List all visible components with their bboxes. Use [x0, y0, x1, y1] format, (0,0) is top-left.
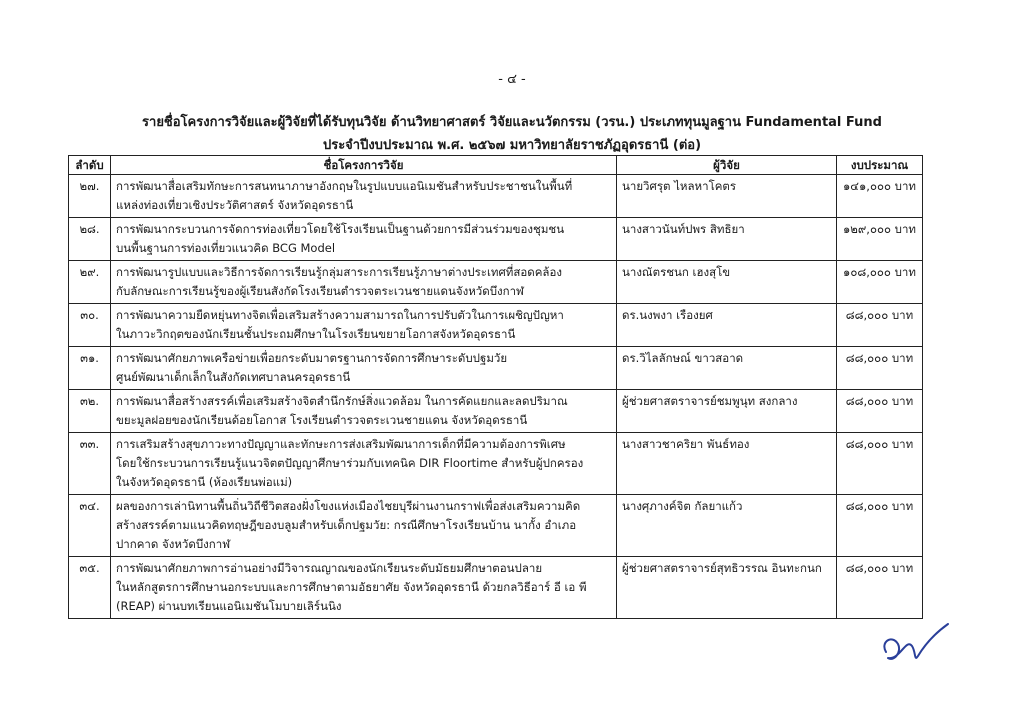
project-title-line: การพัฒนาความยืดหยุ่นทางจิตเพื่อเสริมสร้างความสามารถในการปรับตัวในการเผชิญปัญหา	[116, 308, 564, 322]
researcher-name: นางศุภางค์จิต กัลยาแก้ว	[617, 495, 837, 557]
row-number: ๓๑.	[69, 347, 111, 390]
project-title-line: สร้างสรรค์ตามแนวคิดทฤษฎีของบลูมสำหรับเด็กปฐมวัย: กรณีศึกษาโรงเรียนบ้าน นากั้ง อำเภอ	[116, 518, 577, 532]
header-researcher: ผู้วิจัย	[617, 156, 837, 175]
researcher-name: นางณัตรชนก เฮงสุโข	[617, 261, 837, 304]
project-title-line: แหล่งท่องเที่ยวเชิงประวัติศาสตร์ จังหวัดอุดรธานี	[116, 198, 354, 212]
project-title-line: ขยะมูลฝอยของนักเรียนด้อยโอกาส โรงเรียนตำรวจตระเวนชายแดน จังหวัดอุดรธานี	[116, 413, 528, 427]
project-title-line: บนพื้นฐานการท่องเที่ยวแนวคิด BCG Model	[116, 241, 336, 255]
header-budget: งบประมาณ	[837, 156, 923, 175]
researcher-name: นางสาวชาคริยา พันธ์ทอง	[617, 433, 837, 495]
header-no: ลำดับ	[69, 156, 111, 175]
researcher-name: นางสาวนันท์ปพร สิทธิยา	[617, 218, 837, 261]
table-row	[69, 433, 923, 495]
researcher-name: ดร.วิไลลักษณ์ ขาวสอาด	[617, 347, 837, 390]
budget-amount: ๑๒๙,๐๐๐ บาท	[837, 218, 923, 261]
project-title-line: กับลักษณะการเรียนรู้ของผู้เรียนสังกัดโรงเรียนตำรวจตระเวนชายแดนจังหวัดบึงกาฬ	[116, 284, 524, 298]
project-title	[111, 433, 617, 495]
row-number: ๓๐.	[69, 304, 111, 347]
project-title	[111, 304, 617, 347]
project-title	[111, 347, 617, 390]
research-projects-table	[68, 155, 923, 619]
header-project: ชื่อโครงการวิจัย	[111, 156, 617, 175]
row-number: ๓๓.	[69, 433, 111, 495]
budget-amount: ๑๐๘,๐๐๐ บาท	[837, 261, 923, 304]
budget-amount: ๘๘,๐๐๐ บาท	[837, 304, 923, 347]
project-title-line: ศูนย์พัฒนาเด็กเล็กในสังกัดเทศบาลนครอุดรธานี	[116, 370, 351, 384]
table-row	[69, 495, 923, 557]
row-number: ๓๒.	[69, 390, 111, 433]
row-number: ๓๕.	[69, 557, 111, 619]
row-number: ๒๙.	[69, 261, 111, 304]
row-number: ๓๔.	[69, 495, 111, 557]
project-title-line: การพัฒนารูปแบบและวิธีการจัดการเรียนรู้กลุ่มสาระการเรียนรู้ภาษาต่างประเทศที่สอดคล้อง	[116, 265, 562, 279]
project-title-line: โดยใช้กระบวนการเรียนรู้แนวจิตตปัญญาศึกษาร่วมกับเทคนิค DIR Floortime สำหรับผู้ปกครอง	[116, 456, 584, 470]
budget-amount: ๘๘,๐๐๐ บาท	[837, 433, 923, 495]
budget-amount: ๑๔๑,๐๐๐ บาท	[837, 175, 923, 218]
table-row	[69, 557, 923, 619]
project-title-line: ผลของการเล่านิทานพื้นถิ่นวิถีชีวิตสองฝั่งโขงแห่งเมืองไชยบุรีผ่านงานกราฟเพื่อส่งเสริมความคิด	[116, 499, 581, 513]
project-title-line: การพัฒนาศักยภาพการอ่านอย่างมีวิจารณญาณของนักเรียนระดับมัธยมศึกษาตอนปลาย	[116, 561, 543, 575]
document-title: รายชื่อโครงการวิจัยและผู้วิจัยที่ได้รับทุนวิจัย ด้านวิทยาศาสตร์ วิจัยและนวัตกรรม (วรน.) ประเภททุนมูลฐาน Fundamental Fund	[142, 115, 882, 130]
project-title-line: ปากคาด จังหวัดบึงกาฬ	[116, 537, 231, 551]
table-row	[69, 390, 923, 433]
project-title-line: ในหลักสูตรการศึกษานอกระบบและการศึกษาตามอัธยาศัย จังหวัดอุดรธานี ด้วยกลวิธีอาร์ อี เอ พี	[116, 580, 587, 594]
researcher-name: ผู้ช่วยศาสตราจารย์สุทธิวรรณ อินทะกนก	[617, 557, 837, 619]
project-title-line: การพัฒนากระบวนการจัดการท่องเที่ยวโดยใช้โรงเรียนเป็นฐานด้วยการมีส่วนร่วมของชุมชน	[116, 222, 565, 236]
project-title-line: การพัฒนาสื่อเสริมทักษะการสนทนาภาษาอังกฤษในรูปแบบแอนิเมชันสำหรับประชาชนในพื้นที่	[116, 179, 573, 193]
project-title	[111, 390, 617, 433]
project-title	[111, 495, 617, 557]
page-number: - ๔ -	[498, 72, 526, 87]
researcher-name: นายวิศรุต ไหลหาโคตร	[617, 175, 837, 218]
project-title	[111, 175, 617, 218]
budget-amount: ๘๘,๐๐๐ บาท	[837, 390, 923, 433]
row-number: ๒๗.	[69, 175, 111, 218]
project-title-line: การพัฒนาศักยภาพเครือข่ายเพื่อยกระดับมาตรฐานการจัดการศึกษาระดับปฐมวัย	[116, 351, 508, 365]
project-title-line: ในจังหวัดอุดรธานี (ห้องเรียนพ่อแม่)	[116, 475, 293, 489]
project-title-line: (REAP) ผ่านบทเรียนแอนิเมชันโมบายเลิร์นนิง	[116, 599, 342, 613]
table-body	[69, 175, 923, 619]
budget-amount: ๘๘,๐๐๐ บาท	[837, 347, 923, 390]
table-row	[69, 175, 923, 218]
project-title-line: ในภาวะวิกฤตของนักเรียนชั้นประถมศึกษาในโรงเรียนขยายโอกาสจังหวัดอุดรธานี	[116, 327, 516, 341]
project-title	[111, 218, 617, 261]
project-title	[111, 557, 617, 619]
table-row	[69, 347, 923, 390]
researcher-name: ผู้ช่วยศาสตราจารย์ชมพูนุท สงกลาง	[617, 390, 837, 433]
project-title-line: การเสริมสร้างสุขภาวะทางปัญญาและทักษะการส่งเสริมพัฒนาการเด็กที่มีความต้องการพิเศษ	[116, 437, 566, 451]
project-title	[111, 261, 617, 304]
table-header-row	[69, 156, 923, 175]
signature-mark	[872, 612, 952, 672]
project-title-line: การพัฒนาสื่อสร้างสรรค์เพื่อเสริมสร้างจิตสำนึกรักษ์สิ่งแวดล้อม ในการคัดแยกและลดปริมาณ	[116, 394, 568, 408]
table-row	[69, 261, 923, 304]
budget-amount: ๘๘,๐๐๐ บาท	[837, 557, 923, 619]
document-subtitle: ประจำปีงบประมาณ พ.ศ. ๒๕๖๗ มหาวิทยาลัยราชภัฏอุดรธานี (ต่อ)	[322, 138, 702, 153]
table-row	[69, 304, 923, 347]
table-row	[69, 218, 923, 261]
row-number: ๒๘.	[69, 218, 111, 261]
researcher-name: ดร.นงพงา เรืองยศ	[617, 304, 837, 347]
budget-amount: ๘๘,๐๐๐ บาท	[837, 495, 923, 557]
